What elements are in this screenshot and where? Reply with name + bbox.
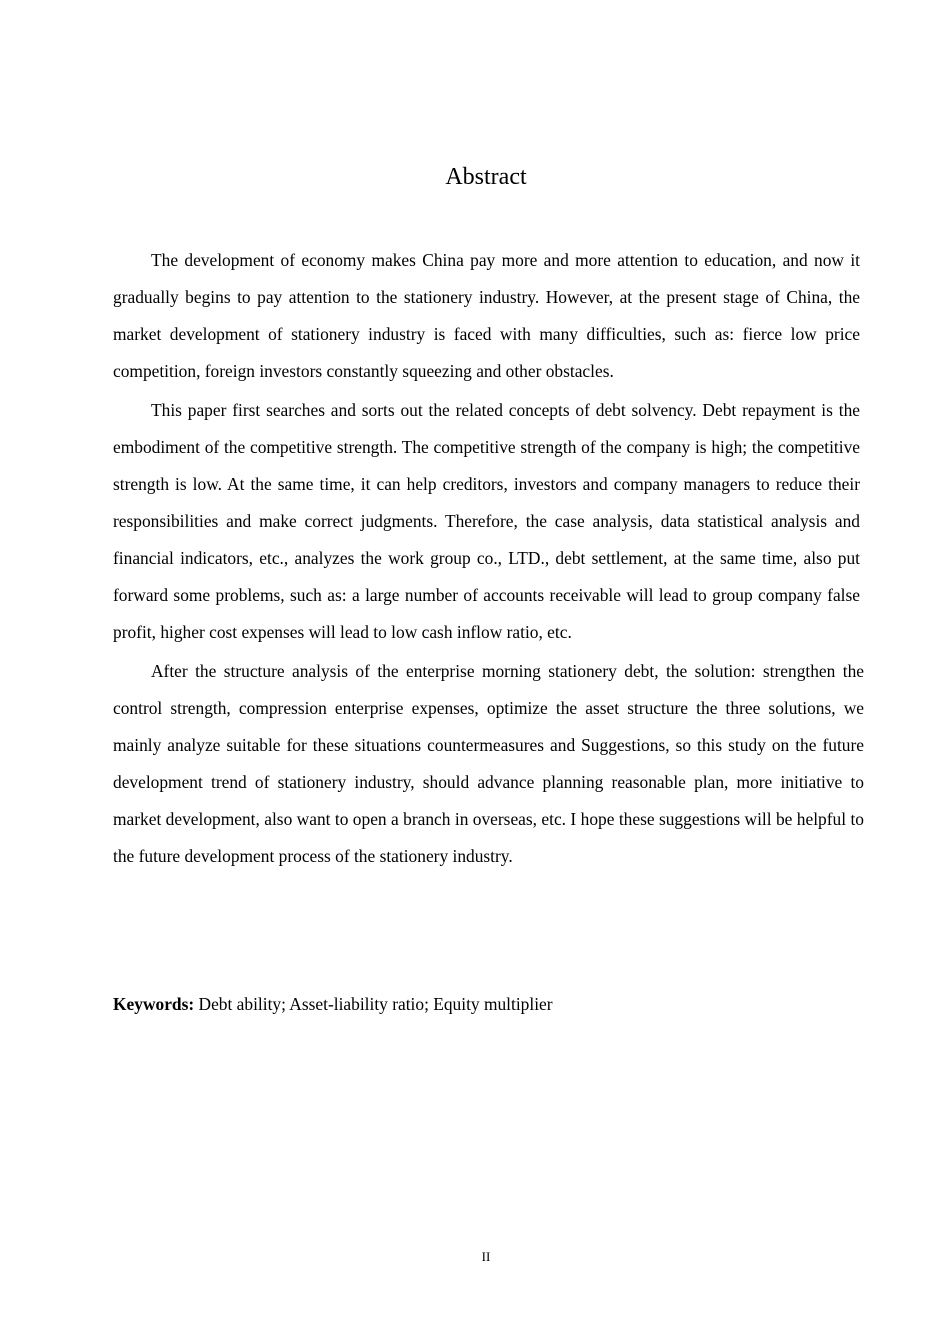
keywords-label: Keywords: xyxy=(113,994,195,1014)
abstract-paragraph-3: After the structure analysis of the enterprise morning stationery debt, the solution: strengthen the control strength, compression enterprise expenses, optimize the asset structure the three solutions, we mainly analyze suitable for these situations countermeasures and Suggestions, so this study on the future development trend of stationery industry, should advance planning reasonable plan, more initiative to market development, also want to open a branch in overseas, etc. I hope these suggestions will be helpful to the future development process of the stationery industry. xyxy=(113,661,864,866)
keywords-text: Debt ability; Asset-liability ratio; Equity multiplier xyxy=(194,994,553,1014)
abstract-body xyxy=(113,242,864,877)
page-number: II xyxy=(481,1249,491,1264)
abstract-title: Abstract xyxy=(445,164,527,190)
keywords-line xyxy=(113,986,873,1023)
abstract-paragraph-1: The development of economy makes China pay more and more attention to education, and now it gradually begins to pay attention to the stationery industry. However, at the present stage of China, the market development of stationery industry is faced with many difficulties, such as: fierce low price competition, foreign investors constantly squeezing and other obstacles. xyxy=(113,250,860,381)
abstract-paragraph-2: This paper first searches and sorts out the related concepts of debt solvency. Debt repayment is the embodiment of the competitive strength. The competitive strength of the company is high; the competitive strength is low. At the same time, it can help creditors, investors and company managers to reduce their responsibilities and make correct judgments. Therefore, the case analysis, data statistical analysis and financial indicators, etc., analyzes the work group co., LTD., debt settlement, at the same time, also put forward some problems, such as: a large number of accounts receivable will lead to group company false profit, higher cost expenses will lead to low cash inflow ratio, etc. xyxy=(113,400,860,642)
